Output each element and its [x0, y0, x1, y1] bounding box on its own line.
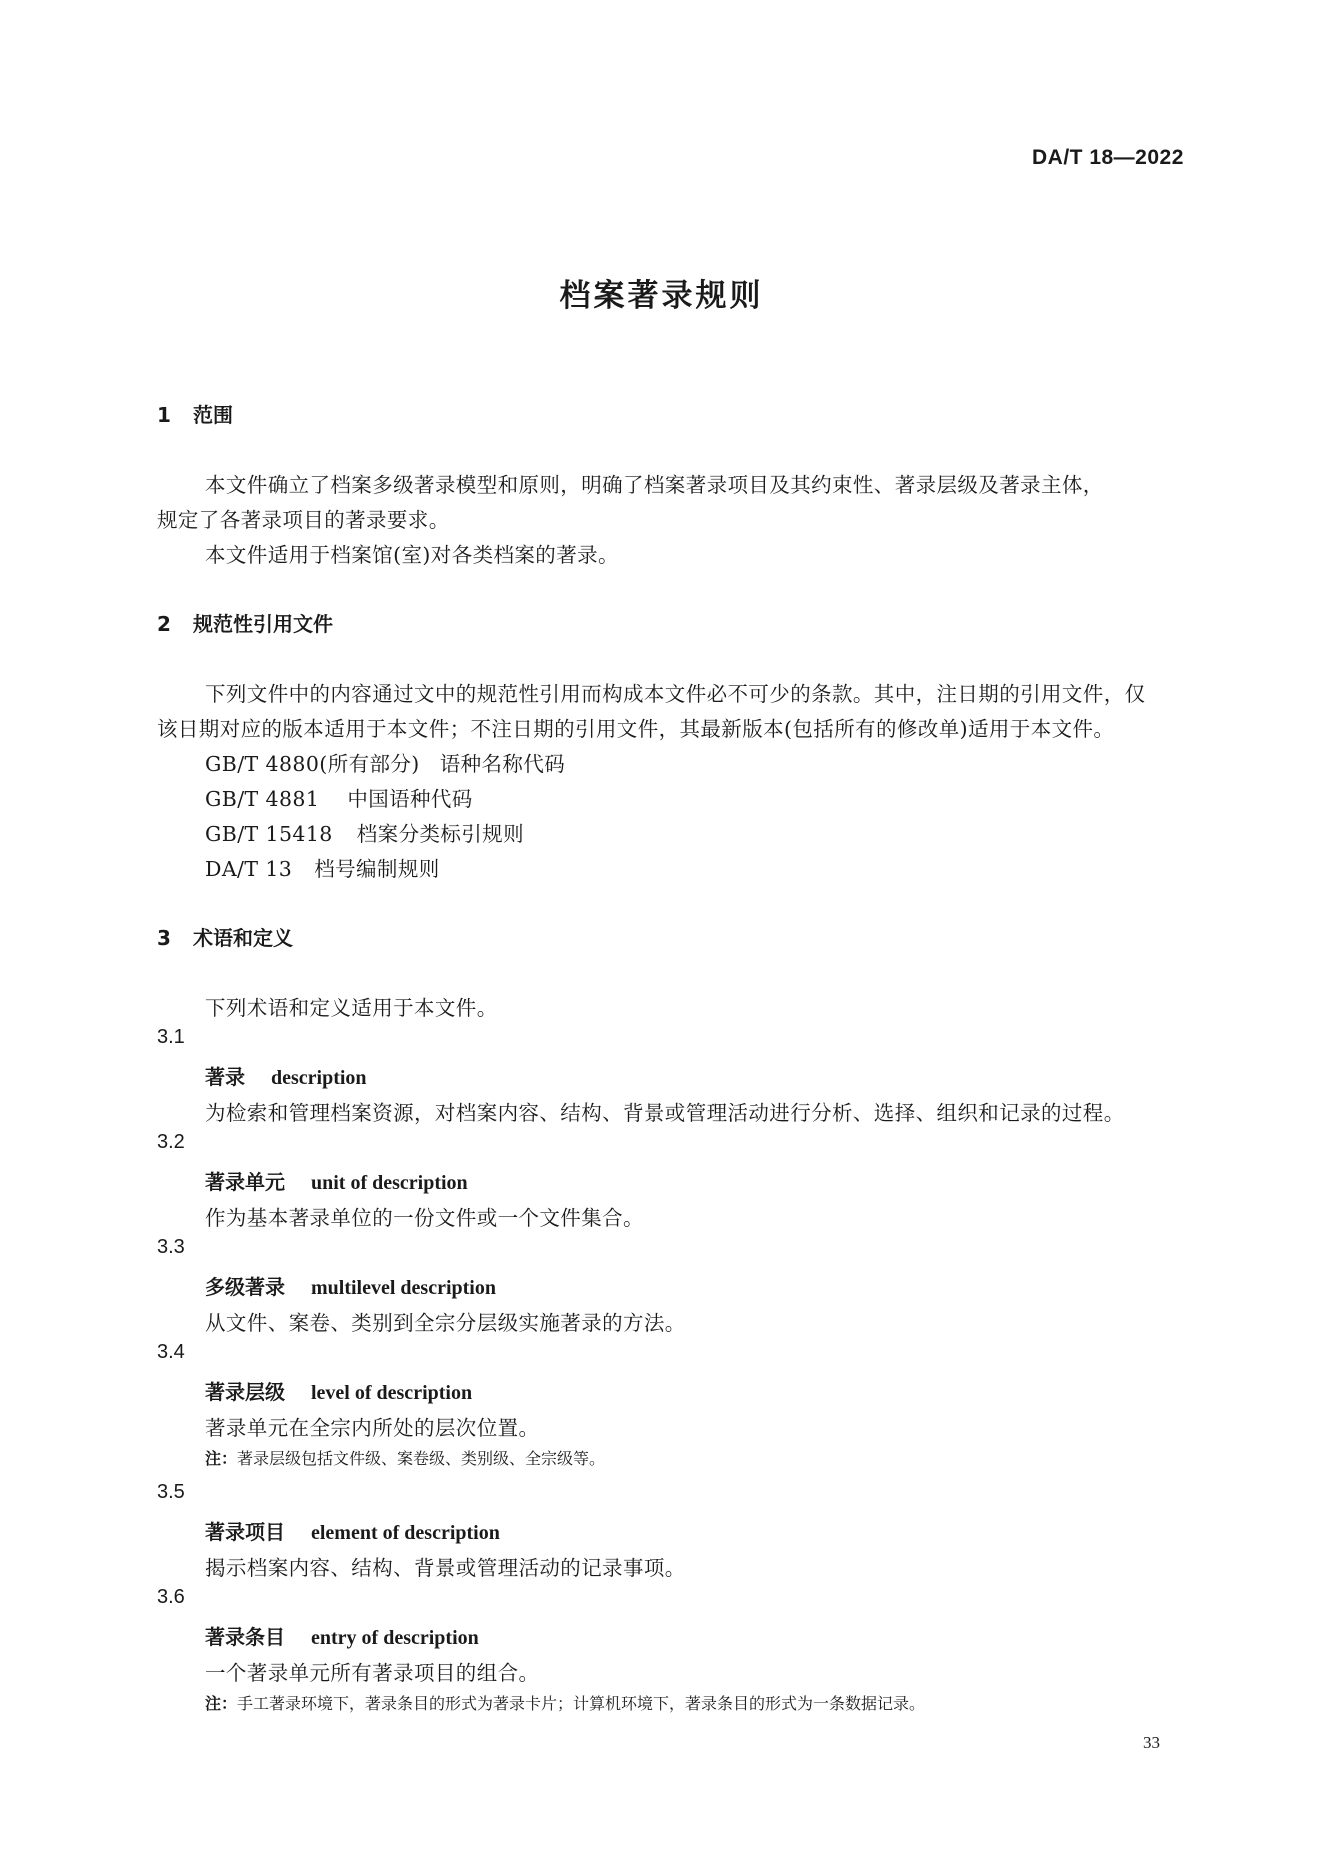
- term-definition: 著录单元在全宗内所处的层次位置。: [205, 1416, 540, 1440]
- section-3-heading: [157, 922, 293, 951]
- term-zh: 著录项目: [205, 1520, 285, 1544]
- paragraph: 本文件适用于档案馆(室)对各类档案的著录。: [205, 543, 619, 567]
- term-en: multilevel description: [311, 1277, 496, 1299]
- section-number: 3: [157, 926, 171, 950]
- note-label: 注：: [205, 1449, 238, 1468]
- term-number: 3.5: [157, 1481, 185, 1503]
- term-en: entry of description: [311, 1627, 479, 1649]
- term-zh: 著录单元: [205, 1170, 285, 1194]
- standard-code: DA/T 18—2022: [1032, 146, 1184, 169]
- reference-item: [205, 852, 440, 882]
- term-en: element of description: [311, 1522, 500, 1544]
- reference-item: [205, 817, 524, 847]
- section-title: 术语和定义: [193, 926, 293, 950]
- section-2-heading: [157, 608, 333, 637]
- reference-code: GB/T 15418: [205, 822, 333, 846]
- term-zh: 著录层级: [205, 1380, 285, 1404]
- term-en: level of description: [311, 1382, 473, 1404]
- term-en: description: [271, 1067, 367, 1089]
- term-heading: [205, 1621, 479, 1650]
- term-number: 3.2: [157, 1131, 185, 1153]
- note-text: 著录层级包括文件级、案卷级、类别级、全宗级等。: [237, 1449, 606, 1468]
- term-en: unit of description: [311, 1172, 468, 1194]
- reference-title: 档案分类标引规则: [356, 822, 524, 846]
- term-number: 3.6: [157, 1586, 185, 1608]
- term-note: [205, 1446, 605, 1469]
- reference-title: 语种名称代码: [439, 752, 566, 776]
- note-label: 注：: [205, 1694, 238, 1713]
- section-title: 规范性引用文件: [193, 612, 333, 636]
- note-text: 手工著录环境下，著录条目的形式为著录卡片；计算机环境下，著录条目的形式为一条数据记录。: [237, 1694, 926, 1713]
- term-heading: [205, 1376, 472, 1405]
- term-heading: [205, 1516, 500, 1545]
- paragraph: 本文件确立了档案多级著录模型和原则，明确了档案著录项目及其约束性、著录层级及著录主体，: [205, 473, 1104, 497]
- term-zh: 著录条目: [205, 1625, 285, 1649]
- section-1-heading: [157, 399, 233, 428]
- term-heading: [205, 1271, 496, 1300]
- reference-item: [205, 782, 473, 812]
- section-number: 1: [157, 403, 171, 427]
- term-number: 3.3: [157, 1236, 185, 1258]
- term-number: 3.1: [157, 1026, 185, 1048]
- reference-code: GB/T 4880(所有部分): [205, 752, 420, 776]
- paragraph: 下列术语和定义适用于本文件。: [205, 996, 498, 1020]
- reference-title: 中国语种代码: [347, 787, 473, 811]
- page-number: 33: [1143, 1733, 1160, 1752]
- term-zh: 著录: [205, 1065, 245, 1089]
- term-heading: [205, 1061, 367, 1090]
- term-number: 3.4: [157, 1341, 185, 1363]
- paragraph: 下列文件中的内容通过文中的规范性引用而构成本文件必不可少的条款。其中，注日期的引用文件，仅: [205, 682, 1146, 706]
- reference-item: [205, 747, 565, 777]
- term-note: [205, 1691, 925, 1714]
- section-number: 2: [157, 612, 171, 636]
- reference-code: DA/T 13: [205, 857, 293, 881]
- term-definition: 一个著录单元所有著录项目的组合。: [205, 1661, 540, 1685]
- reference-title: 档号编制规则: [314, 857, 440, 881]
- term-definition: 揭示档案内容、结构、背景或管理活动的记录事项。: [205, 1556, 686, 1580]
- term-definition: 从文件、案卷、类别到全宗分层级实施著录的方法。: [205, 1311, 686, 1335]
- reference-code: GB/T 4881: [205, 787, 320, 811]
- paragraph: 规定了各著录项目的著录要求。: [157, 508, 450, 532]
- paragraph: 该日期对应的版本适用于本文件；不注日期的引用文件，其最新版本(包括所有的修改单)适用于本文件。: [157, 717, 1115, 741]
- term-heading: [205, 1166, 468, 1195]
- term-definition: 为检索和管理档案资源，对档案内容、结构、背景或管理活动进行分析、选择、组织和记录的过程。: [205, 1101, 1125, 1125]
- document-title: 档案著录规则: [559, 278, 764, 314]
- section-title: 范围: [193, 403, 233, 427]
- term-definition: 作为基本著录单位的一份文件或一个文件集合。: [205, 1206, 644, 1230]
- term-zh: 多级著录: [205, 1275, 285, 1299]
